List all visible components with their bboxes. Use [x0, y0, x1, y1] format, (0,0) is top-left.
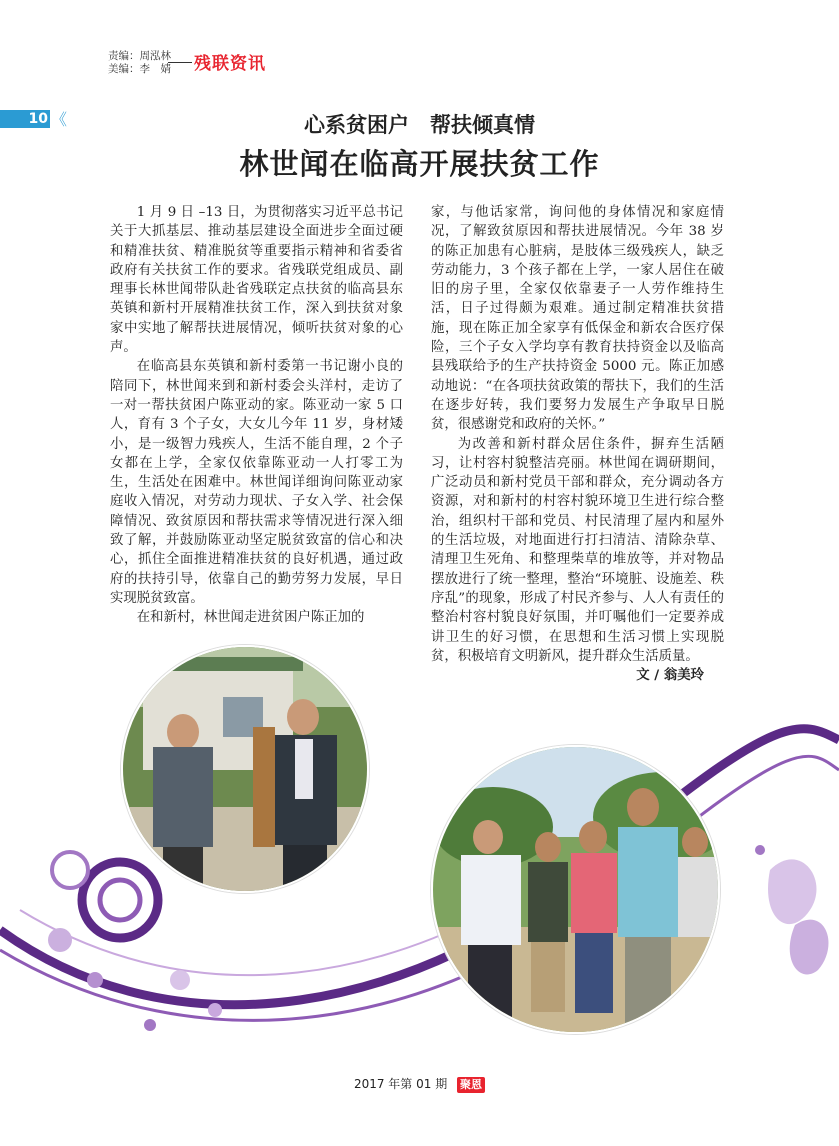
editor-credit: 责编：周泓林	[108, 50, 171, 62]
section-title: 残联资讯	[194, 54, 266, 74]
paragraph: 在临高县东英镇和新村委第一书记谢小良的陪同下，林世闻来到和新村委会头洋村，走访了一对一帮扶贫困户陈亚动的家。陈亚动一家 5 口人，育有 3 个子女，大女儿今年 11 岁，身材矮小，是一级智力残疾人，生活不能自理，2 个子女都在上学，全家仅依靠陈亚动一人打零工为生，生活处在困难中。林世闻详细询问陈亚动家庭收入情况，对劳动力现状、子女入学、社会保障情况、致贫原因和帮扶需求等情况进行深入细致了解，并鼓励陈亚动坚定脱贫致富的信心和决心，抓住全面推进精准扶贫的良好机遇，通过政府的扶持引导，依靠自己的勤劳努力发展，早日实现脱贫致富。	[110, 359, 403, 606]
article-subtitle: 心系贫困户 帮扶倾真情	[304, 112, 535, 137]
footer	[0, 1075, 839, 1093]
photo-image	[123, 647, 367, 891]
article-title: 林世闻在临高开展扶贫工作	[239, 147, 600, 181]
photo-image	[433, 747, 718, 1032]
issue-label: 2017 年第 01 期	[353, 1077, 448, 1091]
header-rule	[168, 62, 192, 63]
left-column	[110, 203, 403, 628]
designer-credit: 美编：李 婧	[108, 63, 171, 75]
paragraph-continued: 家，与他话家常，询问他的身体情况和家庭情况，了解致贫原因和帮扶进展情况。今年 38 岁的陈正加患有心脏病，是肢体三级残疾人，缺乏劳动能力，3 个孩子都在上学，一家人居住在破旧的房子里，全家仅依靠妻子一人劳作维持生活，日子过得颇为艰难。通过制定精准扶贫措施，现在陈正加全家享有低保金和新农合医疗保险，三个子女入学均享有教育扶持资金以及临高县残联给予的生产扶持资金 5000 元。陈正加感动地说：“在各项扶贫政策的帮扶下，我们的生活在逐步好转，我们要努力发展生产争取早日脱贫，很感谢党和政府的关怀。”	[431, 205, 724, 433]
right-column	[431, 203, 724, 685]
page-number: 10	[0, 110, 50, 128]
magazine-logo: 聚恩	[457, 1077, 485, 1093]
paragraph: 为改善和新村群众居住条件，摒弃生活陋习，让村容村貌整洁亮丽。林世闻在调研期间，广泛动员和新村党员干部和群众，充分调动各方资源，对和新村的村容村貌环境卫生进行综合整治，组织村干部和党员、村民清理了屋内和屋外的生活垃圾，对地面进行打扫清洁、清除杂草、清理卫生死角、和整理柴草的堆放等，并对物品摆放进行了统一整理，整治“环境脏、设施差、秩序乱”的现象，形成了村民齐参与、人人有责任的整治村容村貌良好氛围，并叮嘱他们一定要养成讲卫生的好习惯，在思想和生活习惯上实现脱贫，积极培育文明新风，提升群众生活质量。	[431, 436, 724, 664]
photo-village-visit	[121, 645, 369, 893]
credits	[108, 50, 171, 76]
paragraph: 1 月 9 日 –13 日，为贯彻落实习近平总书记关于大抓基层、推动基层建设全面进步全面过硬和精准扶贫、精准脱贫等重要指示精神和省委省政府有关扶贫工作的要求。省残联党组成员、副理事长林世闻带队赴省残联定点扶贫的临高县东英镇和新村开展精准扶贫工作，深入到扶贫对象家中实地了解帮扶进展情况，倾听扶贫对象的心声。	[110, 205, 403, 356]
paragraph: 在和新村，林世闻走进贫困户陈正加的	[136, 610, 365, 626]
page-chevron: 《	[51, 110, 68, 129]
photo-village-talk	[431, 745, 720, 1034]
byline: 文 / 翁美玲	[636, 667, 704, 684]
